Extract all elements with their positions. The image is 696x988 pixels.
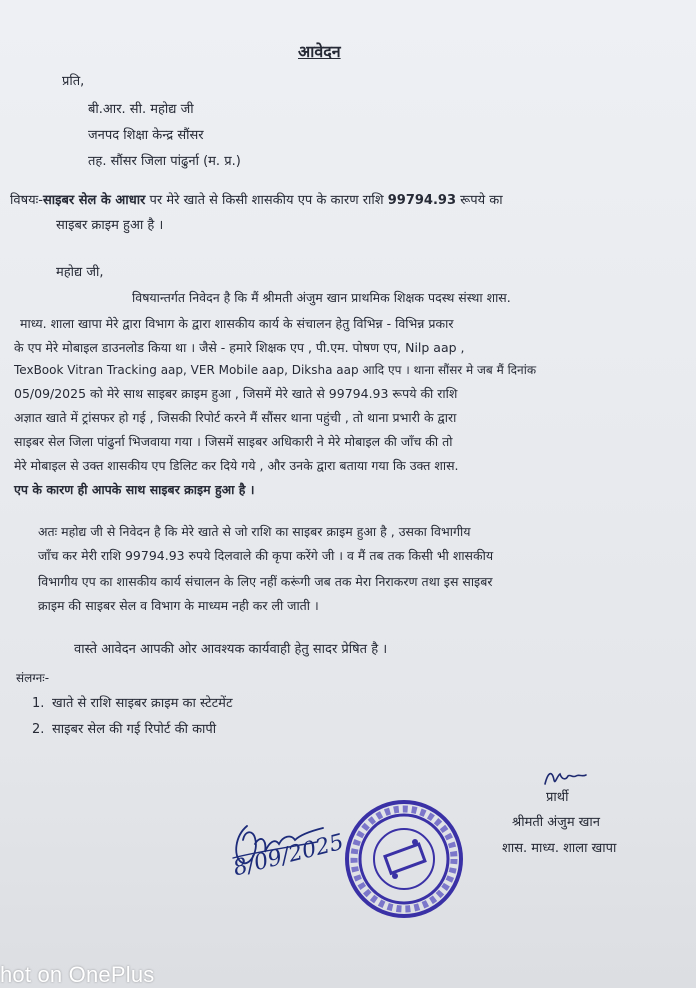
salutation: महोद्य जी, [56,265,104,280]
closing-line: वास्ते आवेदन आपकी ओर आवश्यक कार्यवाही हेतु सादर प्रेषित है । [74,642,388,657]
handwritten-date: 8/09/2025 [230,829,347,882]
applicant-label: प्रार्थी [546,790,569,805]
subject-text: पर मेरे खाते से किसी शासकीय एप के कारण राशि [145,193,388,208]
enclosure-label: संलग्नः- [16,671,50,685]
body-line: मेरे मोबाइल से उक्त शासकीय एप डिलिट कर दिये गये , और उनके द्वारा बताया गया कि उक्त शास. [14,458,459,473]
subject-amount: 99794.93 [387,193,457,208]
body-line: साइबर सेल जिला पांढुर्ना भिजवाया गया । जिसमें साइबर अधिकारी ने मेरे मोबाइल की जाँच की तो [14,434,453,449]
enclosure-item [32,722,216,738]
enclosure-item [32,696,233,712]
body-line: जाँच कर मेरी राशि 99794.93 रुपये दिलवाले की कृपा करेंगे जी । व मैं तब तक किसी भी शासकीय [38,548,494,563]
enclosure-text: साइबर सेल की गई रिपोर्ट की कापी [52,722,217,737]
body-line: अज्ञात खाते में ट्रांसफर हो गई , जिसकी रिपोर्ट करने मैं सौंसर थाना पहुंची , तो थाना प्रभारी के द्वारा [14,410,457,425]
subject-bold: साइबर सेल के आधार [42,193,146,208]
applicant-name: श्रीमती अंजुम खान [512,815,600,830]
enclosure-text: खाते से राशि साइबर क्राइम का स्टेटमेंट [52,696,233,711]
subject-line-2: साइबर क्राइम हुआ है । [56,218,164,233]
camera-watermark: hot on OnePlus [0,962,155,987]
body-line: के एप मेरे मोबाइल डाउनलोड किया था । जैसे - हमारे शिक्षक एप , पी.एम. पोषण एप, Nilp aap , [14,340,465,355]
body-line: एप के कारण ही आपके साथ साइबर क्राइम हुआ है । [14,482,255,497]
applicant-signature [542,766,588,790]
body-line: TexBook Vitran Tracking aap, VER Mobile aap, Diksha aap आदि एप । थाना सौंसर मे जब मैं दिनांक [14,363,537,377]
to-prefix: प्रति, [62,74,85,89]
recipient-line: बी.आर. सी. महोद्य जी [88,102,194,117]
body-line: अतः महोद्य जी से निवेदन है कि मेरे खाते से जो राशि का साइबर क्राइम हुआ है , उसका विभागीय [38,524,471,539]
body-line: विषयान्तर्गत निवेदन है कि मैं श्रीमती अंजुम खान प्राथमिक शिक्षक पदस्थ संस्था शास. [132,290,511,305]
subject-line [10,193,503,209]
enclosure-number: 1. [32,696,45,711]
recipient-line: तह. सौंसर जिला पांढुर्ना (म. प्र.) [88,154,241,169]
body-line: विभागीय एप का शासकीय कार्य संचालन के लिए नहीं करूंगी जब तक मेरा निराकरण तथा इस साइबर [38,574,493,589]
body-line: 05/09/2025 को मेरे साथ साइबर क्राइम हुआ , जिसमें मेरे खाते से 99794.93 रूपये की राशि [14,386,458,401]
body-line: क्राइम की साइबर सेल व विभाग के माध्यम नही कर ली जाती । [38,598,319,613]
applicant-school: शास. माध्य. शाला खापा [502,841,617,856]
body-line: माध्य. शाला खापा मेरे द्वारा विभाग के द्वारा शासकीय कार्य के संचालन हेतु विभिन्न - विभिन्न प्रकार [20,316,454,331]
subject-end: रूपये का [456,193,503,208]
enclosure-number: 2. [32,722,45,737]
recipient-line: जनपद शिक्षा केन्द्र सौंसर [88,128,204,143]
subject-label: विषयः- [10,193,43,208]
letter-title: आवेदन [298,42,341,61]
office-stamp [343,798,465,920]
